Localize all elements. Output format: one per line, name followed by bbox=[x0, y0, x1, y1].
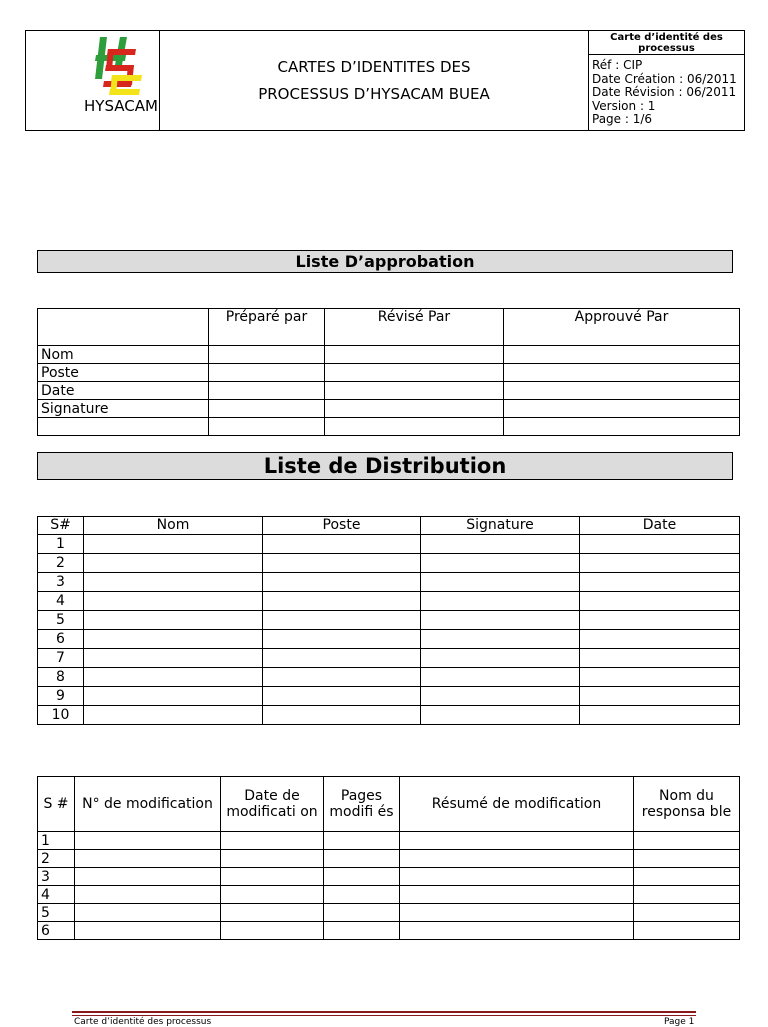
table-cell bbox=[75, 832, 221, 850]
row-label: Signature bbox=[38, 400, 209, 418]
document-meta bbox=[588, 31, 744, 130]
table-row bbox=[38, 554, 740, 573]
table-cell bbox=[634, 832, 740, 850]
table-cell bbox=[84, 535, 263, 554]
table-cell bbox=[580, 535, 740, 554]
table-cell bbox=[580, 668, 740, 687]
table-cell bbox=[325, 382, 504, 400]
table-cell bbox=[263, 668, 421, 687]
approbation-title: Liste D’approbation bbox=[37, 250, 733, 273]
table-cell bbox=[400, 868, 634, 886]
table-cell bbox=[421, 592, 580, 611]
table-cell bbox=[580, 573, 740, 592]
table-cell bbox=[421, 554, 580, 573]
table-cell bbox=[634, 886, 740, 904]
table-cell bbox=[263, 554, 421, 573]
row-label: Nom bbox=[38, 346, 209, 364]
table-cell bbox=[263, 611, 421, 630]
table-cell bbox=[263, 592, 421, 611]
table-cell bbox=[221, 850, 324, 868]
row-number: 10 bbox=[38, 706, 84, 725]
distribution-header-row bbox=[38, 517, 740, 535]
table-row bbox=[38, 886, 740, 904]
table-cell bbox=[75, 850, 221, 868]
table-cell bbox=[634, 904, 740, 922]
approbation-header-revise: Révisé Par bbox=[325, 309, 504, 346]
table-cell bbox=[75, 904, 221, 922]
table-cell bbox=[421, 668, 580, 687]
table-cell bbox=[421, 535, 580, 554]
table-row bbox=[38, 346, 740, 364]
table-row bbox=[38, 922, 740, 940]
table-cell bbox=[221, 832, 324, 850]
table-cell bbox=[400, 886, 634, 904]
table-cell bbox=[325, 418, 504, 436]
table-cell bbox=[263, 630, 421, 649]
table-cell bbox=[504, 346, 740, 364]
table-cell bbox=[580, 611, 740, 630]
modifications-header-pages: Pages modifi és bbox=[324, 777, 400, 832]
modifications-header-resume: Résumé de modification bbox=[400, 777, 634, 832]
meta-version: Version : 1 bbox=[592, 99, 656, 113]
distribution-table bbox=[37, 516, 740, 725]
row-number: 1 bbox=[38, 832, 75, 850]
title-line-1: CARTES D’IDENTITES DES bbox=[277, 58, 471, 76]
row-number: 2 bbox=[38, 850, 75, 868]
meta-title: Carte d’identité des processus bbox=[589, 31, 744, 55]
row-number: 4 bbox=[38, 886, 75, 904]
footer-page-number: Page 1 bbox=[664, 1017, 695, 1027]
modifications-header-sn: S # bbox=[38, 777, 75, 832]
approbation-header-row bbox=[38, 309, 740, 346]
table-row bbox=[38, 630, 740, 649]
meta-page: Page : 1/6 bbox=[592, 112, 653, 126]
table-cell bbox=[84, 611, 263, 630]
table-cell bbox=[580, 706, 740, 725]
table-cell bbox=[400, 904, 634, 922]
footer-rule-thin bbox=[72, 1015, 696, 1016]
table-cell bbox=[84, 573, 263, 592]
table-cell bbox=[75, 886, 221, 904]
table-row bbox=[38, 868, 740, 886]
table-row bbox=[38, 382, 740, 400]
table-cell bbox=[263, 535, 421, 554]
table-cell bbox=[400, 922, 634, 940]
table-row bbox=[38, 400, 740, 418]
modifications-header-responsable: Nom du responsa ble bbox=[634, 777, 740, 832]
table-cell bbox=[75, 922, 221, 940]
distribution-header-nom: Nom bbox=[84, 517, 263, 535]
table-cell bbox=[421, 630, 580, 649]
table-row bbox=[38, 687, 740, 706]
row-number: 3 bbox=[38, 868, 75, 886]
logo-text: HYSACAM bbox=[84, 97, 158, 115]
table-cell bbox=[504, 364, 740, 382]
table-cell bbox=[75, 868, 221, 886]
table-cell bbox=[634, 850, 740, 868]
approbation-header-empty bbox=[38, 309, 209, 346]
table-cell bbox=[84, 649, 263, 668]
hysacam-logo-icon bbox=[90, 35, 148, 97]
table-cell bbox=[580, 630, 740, 649]
table-cell bbox=[324, 922, 400, 940]
row-number: 4 bbox=[38, 592, 84, 611]
table-cell bbox=[221, 868, 324, 886]
row-number: 2 bbox=[38, 554, 84, 573]
table-row bbox=[38, 850, 740, 868]
distribution-header-sn: S# bbox=[38, 517, 84, 535]
row-number: 6 bbox=[38, 922, 75, 940]
table-cell bbox=[84, 687, 263, 706]
footer-rule bbox=[72, 1011, 696, 1013]
table-cell bbox=[634, 922, 740, 940]
table-cell bbox=[263, 687, 421, 706]
table-cell bbox=[421, 611, 580, 630]
table-cell bbox=[400, 850, 634, 868]
meta-ref: Réf : CIP bbox=[592, 58, 643, 72]
table-cell bbox=[84, 554, 263, 573]
table-cell bbox=[209, 364, 325, 382]
row-number: 7 bbox=[38, 649, 84, 668]
document-title bbox=[160, 31, 588, 130]
table-cell bbox=[263, 706, 421, 725]
row-label: Date bbox=[38, 382, 209, 400]
table-cell bbox=[209, 346, 325, 364]
table-cell bbox=[324, 868, 400, 886]
distribution-header-date: Date bbox=[580, 517, 740, 535]
logo-cell bbox=[26, 31, 160, 130]
distribution-title: Liste de Distribution bbox=[37, 452, 733, 480]
meta-date-revision: Date Révision : 06/2011 bbox=[592, 85, 737, 99]
table-row bbox=[38, 904, 740, 922]
table-cell bbox=[325, 346, 504, 364]
table-cell bbox=[580, 687, 740, 706]
table-cell bbox=[221, 904, 324, 922]
table-cell bbox=[324, 904, 400, 922]
table-row bbox=[38, 649, 740, 668]
table-row bbox=[38, 611, 740, 630]
table-cell bbox=[324, 886, 400, 904]
modifications-header-numero: N° de modification bbox=[75, 777, 221, 832]
modifications-header-date: Date de modificati on bbox=[221, 777, 324, 832]
table-cell bbox=[263, 649, 421, 668]
row-number: 1 bbox=[38, 535, 84, 554]
table-cell bbox=[421, 687, 580, 706]
table-cell bbox=[580, 554, 740, 573]
table-cell bbox=[84, 668, 263, 687]
row-number: 9 bbox=[38, 687, 84, 706]
table-cell bbox=[84, 592, 263, 611]
table-cell bbox=[209, 418, 325, 436]
table-cell bbox=[400, 832, 634, 850]
title-line-2: PROCESSUS D’HYSACAM BUEA bbox=[258, 85, 490, 103]
document-header bbox=[25, 30, 745, 131]
table-cell bbox=[324, 850, 400, 868]
table-row bbox=[38, 418, 740, 436]
approbation-table bbox=[37, 308, 740, 436]
table-cell bbox=[634, 868, 740, 886]
table-row bbox=[38, 364, 740, 382]
table-cell bbox=[84, 630, 263, 649]
table-row bbox=[38, 668, 740, 687]
table-cell bbox=[421, 573, 580, 592]
table-row bbox=[38, 535, 740, 554]
table-cell bbox=[84, 706, 263, 725]
table-row bbox=[38, 592, 740, 611]
table-cell bbox=[580, 649, 740, 668]
table-cell bbox=[325, 400, 504, 418]
table-cell bbox=[209, 382, 325, 400]
row-label: Poste bbox=[38, 364, 209, 382]
table-cell bbox=[580, 592, 740, 611]
modifications-table bbox=[37, 776, 740, 940]
table-cell bbox=[421, 706, 580, 725]
table-cell bbox=[504, 418, 740, 436]
approbation-header-prepare: Préparé par bbox=[209, 309, 325, 346]
table-cell bbox=[421, 649, 580, 668]
row-number: 5 bbox=[38, 904, 75, 922]
table-cell bbox=[325, 364, 504, 382]
table-cell bbox=[221, 886, 324, 904]
table-cell bbox=[504, 400, 740, 418]
modifications-header-row bbox=[38, 777, 740, 832]
table-cell bbox=[324, 832, 400, 850]
approbation-header-approuve: Approuvé Par bbox=[504, 309, 740, 346]
distribution-header-poste: Poste bbox=[263, 517, 421, 535]
row-number: 8 bbox=[38, 668, 84, 687]
table-cell bbox=[263, 573, 421, 592]
footer-left-text: Carte d’identité des processus bbox=[74, 1017, 212, 1027]
table-row bbox=[38, 573, 740, 592]
row-number: 3 bbox=[38, 573, 84, 592]
row-number: 6 bbox=[38, 630, 84, 649]
table-row bbox=[38, 832, 740, 850]
distribution-header-signature: Signature bbox=[421, 517, 580, 535]
table-cell bbox=[209, 400, 325, 418]
meta-date-creation: Date Création : 06/2011 bbox=[592, 72, 737, 86]
table-row bbox=[38, 706, 740, 725]
row-number: 5 bbox=[38, 611, 84, 630]
row-label bbox=[38, 418, 209, 436]
table-cell bbox=[221, 922, 324, 940]
table-cell bbox=[504, 382, 740, 400]
